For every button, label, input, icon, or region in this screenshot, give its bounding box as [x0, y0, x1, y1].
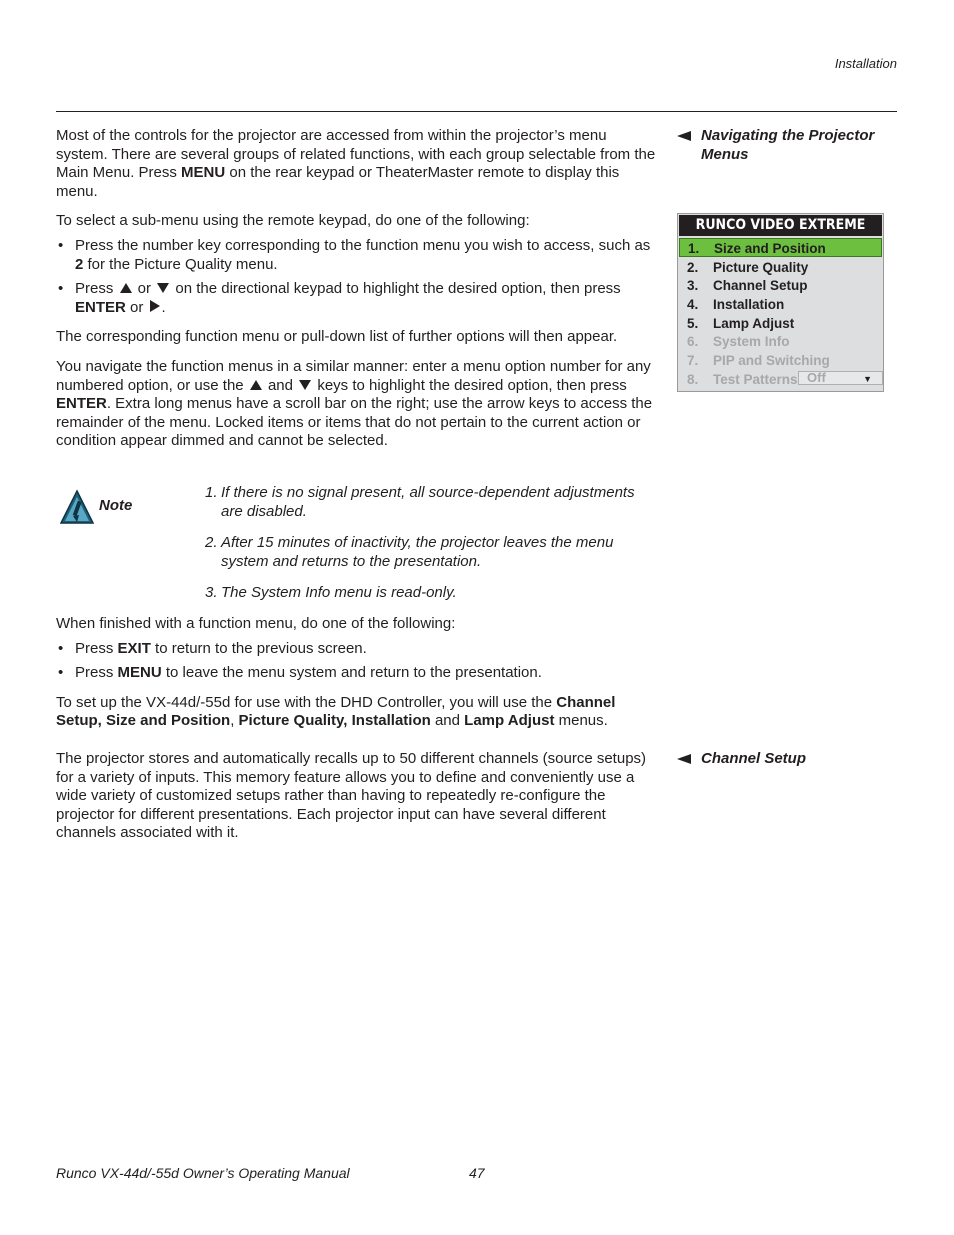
select-intro: To select a sub-menu using the remote keypad, do one of the following: — [56, 212, 530, 230]
bullet-exit: • Press EXIT to return to the previous screen. — [56, 640, 656, 659]
setup-paragraph: To set up the VX-44d/-55d for use with the DHD Controller, you will use the Channel Setup, Size and Position, Picture Quality, Installation and Lamp Adjust menus. — [56, 693, 616, 730]
menu-item-size-position: 1. Size and Position — [679, 238, 882, 257]
down-arrow-icon — [299, 380, 311, 390]
menu-item-system-info: 6. System Info — [687, 334, 790, 349]
header-rule — [56, 111, 897, 112]
section-arrow-icon — [677, 131, 691, 141]
intro-paragraph: Most of the controls for the projector are accessed from within the projector’s menu system. There are several groups of related functions, with each group selectable from the Main Menu. Press MENU on the rear keypad or TheaterMaster remote to display this menu. — [56, 127, 656, 200]
menu-item-lamp-adjust: 5. Lamp Adjust — [687, 316, 795, 331]
running-header: Installation — [834, 56, 897, 71]
right-arrow-icon — [150, 300, 160, 312]
osd-menu-figure — [677, 213, 884, 392]
section-arrow-icon — [677, 754, 691, 764]
menu-item-picture-quality: 2. Picture Quality — [687, 260, 809, 275]
bullet-number-key: • Press the number key corresponding to the function menu you wish to access, such as 2 for the Picture Quality menu. — [56, 237, 656, 274]
bullet-menu: • Press MENU to leave the menu system and return to the presentation. — [56, 664, 656, 683]
menu-title: RUNCO VIDEO EXTREME — [679, 215, 882, 236]
down-arrow-icon — [157, 283, 169, 293]
finish-column — [56, 615, 656, 731]
finish-intro: When finished with a function menu, do one of the following: — [56, 615, 456, 632]
menu-item-channel-setup: 3. Channel Setup — [687, 278, 808, 293]
main-column — [56, 127, 656, 451]
up-arrow-icon — [250, 380, 262, 390]
channel-body: The projector stores and automatically recalls up to 50 different channels (source setups) for a variety of inputs. This memory feature allows you to define and conveniently use a wide variety of customized setups rather than having to repeatedly re-configure the projector for different presentations. Each projector input can have several different channels associated with it. — [56, 750, 647, 842]
corresponding-paragraph: The corresponding function menu or pull-down list of further options will then appear. — [56, 328, 618, 346]
bullet-arrow-keys: • Press or on the directional keypad to highlight the desired option, then press ENTER or . — [56, 280, 656, 317]
note-pencil-icon — [59, 489, 95, 525]
navigate-paragraph: You navigate the function menus in a similar manner: enter a menu option number for any numbered option, or use the and keys to highlight the desired option, then press ENTER. Extra long menus have a scroll bar on the right; use the arrow keys to access the remainder of the menu. Locked items or items that do not pertain to the current action or condition appear dimmed and cannot be selected. — [56, 357, 653, 450]
test-patterns-select: Off ▼ — [798, 371, 883, 385]
menu-item-installation: 4. Installation — [687, 297, 785, 312]
note-items — [205, 484, 655, 603]
menu-item-test-patterns: 8. Test Patterns Off ▼ — [679, 370, 882, 389]
note-item: 2. After 15 minutes of inactivity, the projector leaves the menu system and returns to the presentation. — [205, 534, 614, 570]
dropdown-arrow-icon: ▼ — [863, 374, 872, 384]
menu-item-pip-switching: 7. PIP and Switching — [687, 353, 830, 368]
heading-navigating: Navigating the Projector Menus — [677, 127, 897, 164]
footer-manual-title: Runco VX-44d/-55d Owner’s Operating Manual — [56, 1165, 350, 1181]
heading-channel-setup: Channel Setup — [677, 750, 897, 769]
up-arrow-icon — [120, 283, 132, 293]
page-number: 47 — [469, 1165, 485, 1181]
note-label: Note — [99, 497, 133, 514]
note-item: 3. The System Info menu is read-only. — [205, 584, 457, 602]
note-item: 1. If there is no signal present, all source-dependent adjustments are disabled. — [205, 484, 635, 520]
